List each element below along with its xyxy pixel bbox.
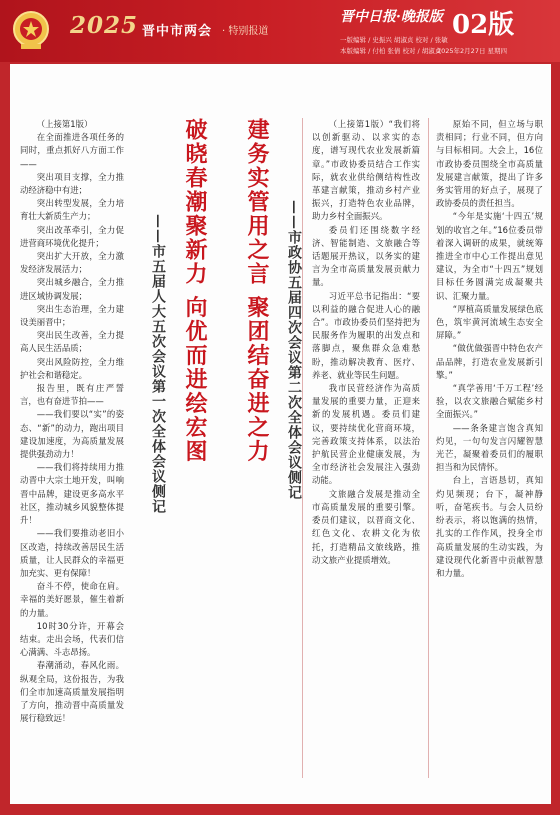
paragraph: （上接第1版）: [36, 119, 93, 129]
paragraph: 报告里，既有庄严誓言，也有奋进节拍——: [20, 383, 124, 407]
column-divider: [302, 118, 303, 778]
paragraph: 突出项目支撑，全力推动经济稳中有进；: [20, 171, 124, 196]
paragraph: 突出民生改善，全力提高人民生活品质；: [20, 330, 124, 354]
paragraph: 奋斗不停，使命在肩。幸福的美好愿景，催生着新的力量。: [20, 581, 124, 618]
paragraph: 台上，言语恳切，真知灼见频现；台下，凝神静听，奋笔疾书。与会人员纷纷表示，将以饱满的热情，扎实的工作作风，投身全市高质量发展的生动实践，为建设现代化新晋中贡献智慧和力量。: [436, 475, 543, 578]
paragraph: 习近平总书记指出：“要以利益的融合促进人心的融合”。市政协委员们坚持把为民服务作为履职的出发点和落脚点，聚焦群众急难愁盼，推动解决教育、医疗、养老、就业等民生问题。: [312, 290, 420, 380]
newspaper-name: 晋中日报·晚报版: [340, 9, 443, 25]
paragraph: 突出改革牵引，全力促进营商环境优化提升；: [20, 224, 124, 248]
paragraph: ——我们将持续用力推动晋中大宗土地开发，叫响晋中品牌，建设更多高水平社区，推动城乡风貌整体提升！: [20, 462, 124, 526]
right-article-headline: 建务实管用之言 聚团结奋进之力: [244, 118, 270, 464]
edition-number: 02版: [452, 10, 515, 40]
paragraph: 突出城乡融合，全力推进区域协调发展；: [20, 277, 124, 301]
left-article-headline: 破晓春潮聚新力 向优而进绘宏图: [182, 118, 208, 464]
publication-date: 2025年2月27日 星期四: [437, 47, 508, 55]
paragraph: ——我们要以“实”的姿态、“新”的动力，跑出项目建设加速度，为高质量发展提供强劲动力！: [20, 409, 124, 460]
paragraph: 突出转型发展，全力培育壮大新质生产力；: [20, 198, 124, 222]
editor-credit-line-1: 一版编辑 / 史振兴 胡淑贞 校对 / 张敏: [340, 36, 448, 44]
column-divider: [428, 118, 429, 778]
masthead-banner: [0, 0, 560, 62]
paragraph: 我市民营经济作为高质量发展的重要力量，正迎来新的发展机遇。委员们建议，要持续优化营商环境，完善政策支持体系，以法治护航民营企业健康发展，为全市经济社会发展注入强劲动能。: [312, 383, 420, 486]
paragraph: “真学善用‘千万工程’经验，以农文旅融合赋能乡村全面振兴。”: [436, 383, 543, 420]
paragraph: “今年是实施‘十四五’规划的收官之年。”16位委员带着深入调研的成果，就统筹推进全市中心工作提出意见建议，为全市“十四五”规划目标任务圆满完成凝聚共识、汇聚力量。: [436, 211, 543, 301]
paragraph: 突出生态治理，全力建设美丽晋中；: [20, 303, 124, 328]
paragraph: 10时30分许，开幕会结束。走出会场，代表们信心满满、斗志昂扬。: [20, 620, 124, 658]
banner-year: 2025: [70, 12, 139, 39]
paragraph: 原始不同，但立场与职责相同；行业不同，但方向与目标相同。大会上，16位市政协委员围绕全市高质量发展建言献策，提出了许多务实管用的好点子，展现了政协委员的责任担当。: [436, 119, 543, 209]
right-article-body-col-2: [436, 118, 543, 790]
paragraph: “做优做强晋中特色农产品品牌，打造农业发展新引擎。”: [436, 343, 543, 380]
paragraph: ——条条建言饱含真知灼见，一句句发言闪耀智慧光芒，凝聚着委员们的履职担当和为民情怀。: [436, 422, 543, 473]
left-article-body: [20, 118, 124, 724]
right-article-subhead: ——市政协五届四次会议第二次全体会议侧记: [286, 200, 302, 500]
editor-credit-line-2: 本版编辑 / 付柏 张倩 校对 / 胡淑贞: [340, 47, 442, 55]
banner-event-title: 晋中市两会: [142, 24, 213, 39]
paragraph: 春潮涌动，春风化雨。纵观全局，这份报告，为我们全市加速高质量发展指明了方向，推动晋中高质量发展行稳致远！: [20, 660, 124, 724]
paragraph: 突出风险防控，全力维护社会和谐稳定。: [20, 356, 124, 380]
paragraph: 突出扩大开放，全力激发经济发展活力；: [20, 251, 124, 275]
left-article-subhead: ——市五届人大五次会议第一次全体会议侧记: [150, 214, 166, 514]
paragraph: （上接第1版）“我们将以创新驱动、以求实的态度，谱写现代农业发展新篇章。”市政协委员结合工作实际，就农业供给侧结构性改革建言献策，推动乡村产业振兴，打造特色农业品牌，助力乡村全面振兴。: [312, 119, 420, 222]
paragraph: 文旅融合发展是推动全市高质量发展的重要引擎。委员们建议，以晋商文化、红色文化、农耕文化为依托，打造精品文旅线路，推动文旅产业提质增效。: [312, 488, 420, 565]
emblem-icon: [12, 10, 50, 50]
right-article-body-col-1: [312, 118, 420, 790]
paragraph: “厚植高质量发展绿色底色，筑牢黄河流域生态安全屏障。”: [436, 303, 543, 341]
banner-tag: · 特别报道: [222, 26, 269, 37]
paragraph: 委员们还围绕数字经济、智能制造、文旅融合等话题展开热议，以务实的建言为全市高质量发展贡献力量。: [312, 224, 420, 288]
paragraph: 在全面推进各项任务的同时，重点抓好八方面工作——: [20, 132, 124, 169]
paragraph: ——我们要推动老旧小区改造，持续改善居民生活质量，让人民群众的幸福更加充实、更有保障！: [20, 528, 124, 578]
